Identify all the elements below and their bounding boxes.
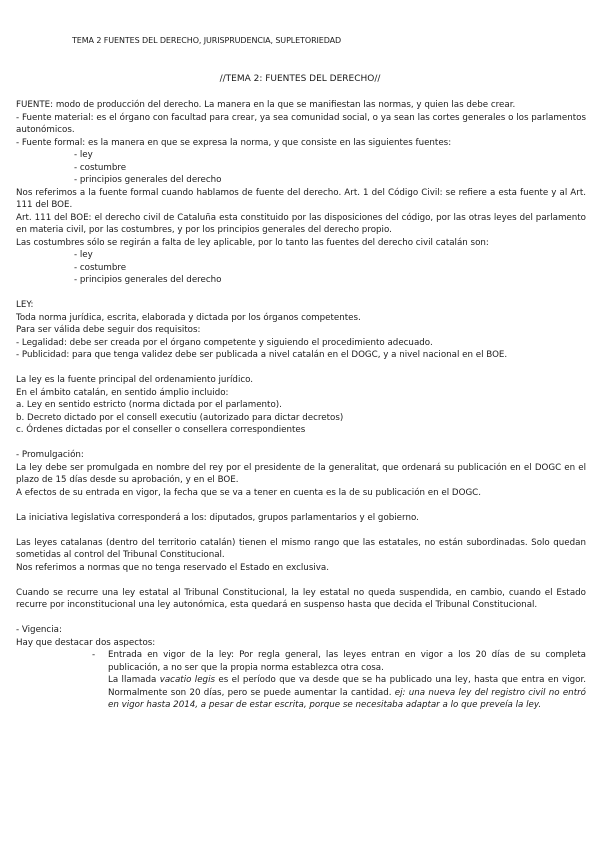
- list-item: - costumbre: [74, 162, 127, 173]
- list-dash: -: [92, 650, 96, 660]
- paragraph: La ley debe ser promulgada en nombre del rey por el presidente de la generalitat, que ordenará su publicación en el DOGC en el plazo de 15 días desde su aprobación, y en el BOE.: [16, 462, 586, 485]
- paragraph: Cuando se recurre una ley estatal al Tribunal Constitucional, la ley estatal no queda suspendida, en cambio, cuando el Estado recurre por inconstitucional una ley autonómica, esta quedará en suspenso hasta que decida el Tribunal Constitucional.: [16, 587, 586, 610]
- paragraph: En el ámbito catalán, en sentido ámplio incluido:: [16, 387, 229, 398]
- vacatio-paragraph: [108, 674, 586, 712]
- text-run: La llamada: [108, 675, 160, 685]
- paragraph: - Publicidad: para que tenga validez debe ser publicada a nivel catalán en el DOGC, y a nivel nacional en el BOE.: [16, 350, 508, 360]
- paragraph: La ley es la fuente principal del ordenamiento jurídico.: [16, 375, 254, 385]
- list-item: c. Órdenes dictadas por el conseller o consellera correspondientes: [16, 425, 306, 435]
- fuente-formal: - Fuente formal: es la manera en que se expresa la norma, y que consiste en las siguientes fuentes:: [16, 137, 452, 148]
- section-heading: LEY:: [16, 300, 34, 310]
- document-body: [16, 99, 586, 712]
- paragraph: - Legalidad: debe ser creada por el órgano competente y siguiendo el procedimiento adecuado.: [16, 337, 433, 348]
- paragraph: Para ser válida debe seguir dos requisitos:: [16, 325, 201, 335]
- fuente-definition: FUENTE: modo de producción del derecho. La manera en la que se manifiestan las normas, y quien las debe crear.: [16, 100, 516, 110]
- list-item: - ley: [74, 150, 93, 160]
- page-header: TEMA 2 FUENTES DEL DERECHO, JURISPRUDENCIA, SUPLETORIEDAD: [72, 36, 342, 45]
- fuente-material: - Fuente material: es el órgano con facultad para crear, ya sea comunidad social, o ya sean las cortes generales o los parlamentos autonómicos.: [16, 112, 586, 135]
- paragraph: Las leyes catalanas (dentro del territorio catalán) tienen el mismo rango que las estatales, no están subordinadas. Solo quedan sometidas al control del Tribunal Constitucional.: [16, 537, 586, 560]
- paragraph: A efectos de su entrada en vigor, la fecha que se va a tener en cuenta es la de su publicación en el DOGC.: [16, 487, 482, 498]
- paragraph: Entrada en vigor de la ley: Por regla general, las leyes entran en vigor a los 20 días de su completa publicación, a no ser que la propia norma establezca otra cosa.: [108, 650, 586, 673]
- example-text: ej: una nueva ley del registro civil no entró en vigor hasta 2014, a pesar de estar escrita, porque se necesitaba adaptar a lo que preveía la ley.: [108, 687, 586, 710]
- section-heading: - Vigencia:: [16, 625, 62, 635]
- paragraph: Toda norma jurídica, escrita, elaborada y dictada por los órganos competentes.: [16, 312, 361, 323]
- text-run: es el período que va desde que se ha publicado una ley, hasta que entra en vigor. Normalmente son 20 días, pero se puede aumentar la cantidad.: [108, 675, 586, 698]
- list-item: - costumbre: [74, 262, 127, 273]
- paragraph: Art. 111 del BOE: el derecho civil de Cataluña esta constituido por las disposiciones del código, por las otras leyes del parlamento en materia civil, por las costumbres, y por los principios generales del derecho propio.: [16, 212, 586, 235]
- list-item: a. Ley en sentido estricto (norma dictada por el parlamento).: [16, 400, 282, 410]
- paragraph: Las costumbres sólo se regirán a falta de ley aplicable, por lo tanto las fuentes del derecho civil catalán son:: [16, 237, 489, 248]
- vigencia-list: [16, 649, 586, 712]
- vacatio-term: vacatio legis: [159, 675, 216, 685]
- paragraph: Nos referimos a normas que no tenga reservado el Estado en exclusiva.: [16, 562, 329, 573]
- list-item: - principios generales del derecho: [74, 175, 222, 185]
- paragraph: Hay que destacar dos aspectos:: [16, 637, 156, 648]
- list-item: - principios generales del derecho: [74, 275, 222, 285]
- page-title: //TEMA 2: FUENTES DEL DERECHO//: [219, 74, 381, 84]
- paragraph: La iniciativa legislativa corresponderá a los: diputados, grupos parlamentarios y el gobierno.: [16, 512, 419, 523]
- list-item: b. Decreto dictado por el consell executiu (autorizado para dictar decretos): [16, 412, 344, 423]
- section-heading: - Promulgación:: [16, 450, 84, 460]
- paragraph: Nos referimos a la fuente formal cuando hablamos de fuente del derecho. Art. 1 del Código Civil: se refiere a esta fuente y al Art. 111 del BOE.: [16, 187, 586, 210]
- list-item: - ley: [74, 250, 93, 260]
